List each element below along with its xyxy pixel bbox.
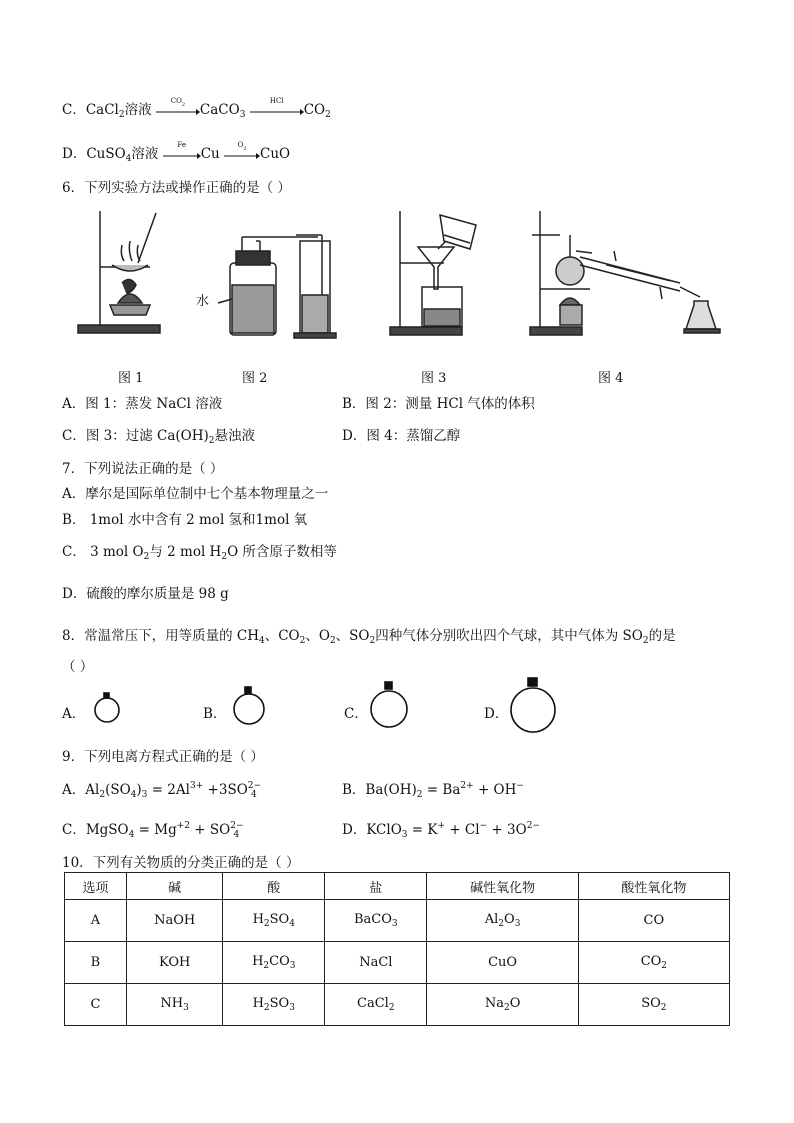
q7-option-b: B． 1mol 水中含有 2 mol 氢和1mol 氧 <box>62 512 308 528</box>
reaction-arrow <box>163 140 201 162</box>
q8-paren: （ ） <box>62 659 94 675</box>
header-salt: 盐 <box>325 873 427 900</box>
header-base: 碱 <box>126 873 223 900</box>
table-cell: BaCO$_3$ <box>325 900 427 942</box>
table-cell: KOH <box>126 942 223 984</box>
header-acid: 酸 <box>223 873 325 900</box>
table-row <box>65 900 730 942</box>
table-cell: $Al_2O_3$ <box>427 900 578 942</box>
text: 悬浊液 <box>214 428 255 444</box>
q7-option-c <box>62 540 337 562</box>
text: 四种气体分别吹出四个气球，其中气体为 SO <box>375 628 643 644</box>
text: 的是 <box>648 628 676 644</box>
subscript: 3 <box>239 110 246 120</box>
fig4-distillation-apparatus <box>530 211 720 335</box>
table-cell: CO <box>578 900 729 942</box>
q9-option-d: D．KClO$_3$ = $K^+ + Cl^- + 3O^{2-}$ <box>342 821 540 840</box>
water-label: 水 <box>196 294 210 309</box>
table-cell: $H_2SO_4$ <box>223 900 325 942</box>
subscript: 2 <box>299 636 306 646</box>
option-label: C． <box>62 822 86 838</box>
text: O 所含原子数相等 <box>227 544 337 560</box>
table-cell: C <box>65 984 127 1026</box>
balloon-d <box>511 678 555 732</box>
q5-option-c <box>62 98 331 120</box>
q9-option-a: A．$Al_2(SO_4)_3 = 2Al^{3+} +3SO^{2-}_4$ <box>62 781 262 800</box>
table-cell: B <box>65 942 127 984</box>
fig2-gas-collection-apparatus <box>218 235 336 338</box>
subscript: 2 <box>221 552 228 562</box>
table-cell: A <box>65 900 127 942</box>
fig3-caption: 图 3 <box>421 371 447 386</box>
option-label: C． <box>62 102 86 118</box>
text: C．图 3：过滤 Ca(OH) <box>62 428 209 444</box>
table-cell: $Na_2O$ <box>427 984 578 1026</box>
reagent: HCl <box>269 96 284 105</box>
formula: CaCl <box>85 102 119 118</box>
subscript: 2 <box>369 636 376 646</box>
fig2-caption: 图 2 <box>242 371 268 386</box>
classification-table <box>64 872 730 1026</box>
q8-option-b-label: B． <box>203 706 227 722</box>
q9-option-c: C．MgSO$_4$ = $Mg^{+2} + SO^{2-}_4$ <box>62 821 244 840</box>
q10-stem: 10．下列有关物质的分类正确的是（ ） <box>62 855 300 871</box>
table-row <box>65 984 730 1026</box>
reagent: O <box>237 140 244 149</box>
table-cell: $NH_3$ <box>126 984 223 1026</box>
q9-stem: 9．下列电离方程式正确的是（ ） <box>62 749 264 765</box>
q7-option-a: A．摩尔是国际单位制中七个基本物理量之一 <box>62 486 329 502</box>
subscript: 2 <box>143 552 150 562</box>
q6-option-a: A．图 1：蒸发 NaCl 溶液 <box>62 396 223 412</box>
formula: CuO <box>260 146 291 162</box>
header-basic-oxide: 碱性氧化物 <box>427 873 578 900</box>
q9-option-b: B．$Ba(OH)_2 = Ba^{2+} + OH^-$ <box>342 781 524 800</box>
q8-option-a-label: A． <box>62 706 86 722</box>
subscript: 2 <box>208 436 215 446</box>
q8-option-d-label: D． <box>484 706 509 722</box>
option-label: B． <box>342 782 366 798</box>
balloons <box>0 670 794 740</box>
reagent: Fe <box>177 140 187 149</box>
option-label: A． <box>62 782 86 798</box>
subscript: 4 <box>258 636 265 646</box>
text: 、CO <box>264 628 300 644</box>
table-cell: $H_2CO_3$ <box>223 942 325 984</box>
table-cell: $SO_2$ <box>578 984 729 1026</box>
fig1-evaporation-apparatus <box>78 211 160 333</box>
header-option: 选项 <box>65 873 127 900</box>
formula: Cu <box>200 146 220 162</box>
text: 溶液 <box>131 146 159 162</box>
subscript: 2 <box>325 110 331 120</box>
subscript: 2 <box>642 636 649 646</box>
table-cell: CuO <box>427 942 578 984</box>
table-cell: NaOH <box>126 900 223 942</box>
q7-stem: 7．下列说法正确的是（ ） <box>62 461 224 477</box>
text: 8．常温常压下，用等质量的 CH <box>62 628 259 644</box>
q5-option-d <box>62 142 290 164</box>
q6-stem: 6．下列实验方法或操作正确的是（ ） <box>62 180 291 196</box>
experiment-figures <box>60 205 740 355</box>
q6-option-b: B．图 2：测量 HCl 气体的体积 <box>342 396 535 412</box>
text: 、SO <box>335 628 370 644</box>
text: C． 3 mol O <box>62 544 144 560</box>
text: 、O <box>305 628 330 644</box>
reaction-arrow <box>156 96 200 118</box>
reagent: CO <box>170 96 182 105</box>
table-cell: $CO_2$ <box>578 942 729 984</box>
table-cell: CaCl$_2$ <box>325 984 427 1026</box>
subscript: 2 <box>181 101 186 108</box>
balloon-a <box>95 693 119 722</box>
subscript: 4 <box>125 154 132 164</box>
reaction-arrow <box>224 140 260 162</box>
fig3-filtration-apparatus <box>390 211 476 335</box>
reaction-arrow <box>250 96 304 118</box>
text: 溶液 <box>124 102 152 118</box>
text: 与 2 mol H <box>149 544 222 560</box>
q7-option-d: D．硫酸的摩尔质量是 98 g <box>62 586 229 602</box>
option-label: D． <box>342 822 367 838</box>
q6-option-c <box>62 424 255 446</box>
table-header-row <box>65 873 730 900</box>
formula: CO <box>303 102 326 118</box>
subscript: 2 <box>329 636 336 646</box>
q8-stem <box>62 624 676 646</box>
q6-option-d: D．图 4：蒸馏乙醇 <box>342 428 461 444</box>
fig1-caption: 图 1 <box>118 371 144 386</box>
subscript: 2 <box>243 145 247 152</box>
balloon-c <box>371 682 407 727</box>
formula: CaCO <box>199 102 240 118</box>
option-label: D． <box>62 146 87 162</box>
q8-option-c-label: C． <box>344 706 368 722</box>
header-acidic-oxide: 酸性氧化物 <box>578 873 729 900</box>
balloon-b <box>234 687 264 724</box>
formula: CuSO <box>86 146 126 162</box>
fig4-caption: 图 4 <box>598 371 624 386</box>
table-cell: NaCl <box>325 942 427 984</box>
table-cell: $H_2SO_3$ <box>223 984 325 1026</box>
table-row <box>65 942 730 984</box>
subscript: 2 <box>118 110 125 120</box>
